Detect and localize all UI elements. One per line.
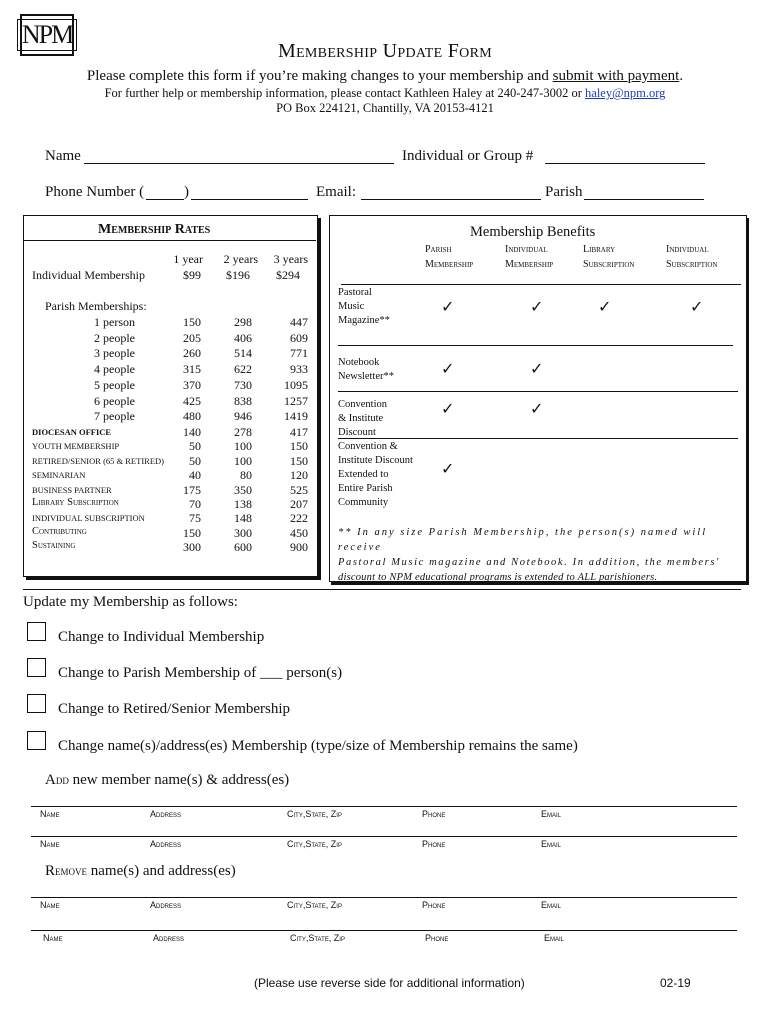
remove-heading-initial: R (45, 863, 56, 879)
rate-row-value: 140 (183, 425, 201, 439)
rate-row-value: 278 (234, 425, 252, 439)
entry-column-label: City,State, Zip (287, 900, 342, 910)
rate-row-label: SEMINARIAN (32, 470, 86, 481)
name-label: Name (45, 148, 81, 164)
column-header-line-1: Library (583, 244, 616, 255)
parish-rate-value: 1419 (284, 409, 308, 424)
remove-members-heading (45, 863, 236, 880)
benefit-column-header (666, 242, 717, 272)
entry-row-rule (31, 836, 737, 837)
rate-row-value: 75 (189, 511, 201, 526)
form-version-code: 02-19 (660, 976, 691, 990)
parish-rate-value: 514 (234, 346, 252, 361)
checkmark-icon: ✓ (441, 401, 455, 418)
option-checkbox[interactable] (27, 658, 46, 677)
option-label: Change to Retired/Senior Membership (58, 701, 291, 717)
parish-row-label: 6 people (94, 393, 135, 408)
column-header-line-2: Membership (425, 259, 474, 270)
footnote-line-3: discount to NPM educational programs is extended to ALL parishioners. (338, 572, 658, 583)
option-checkbox[interactable] (27, 731, 46, 750)
option-label: Change to Parish Membership of ___ person(s) (58, 665, 343, 681)
benefit-row-rule (338, 345, 733, 346)
benefit-label-line: Convention & (338, 441, 398, 452)
entry-row-rule (31, 897, 737, 898)
entry-column-label: Email (541, 900, 562, 910)
parish-row-label: 3 people (94, 346, 135, 361)
rate-row-label: INDIVIDUAL SUBSCRIPTION (32, 513, 145, 524)
entry-column-label: Name (40, 809, 60, 819)
entry-column-label: Phone (422, 839, 446, 849)
rate-row-value: 50 (189, 453, 201, 468)
parish-rate-value: 260 (183, 346, 201, 361)
rates-header-3: 3 years (273, 252, 308, 266)
help-line (0, 86, 770, 101)
column-header-line-2: Membership (505, 259, 554, 270)
remove-heading-rest: name(s) and address(es) (87, 863, 236, 879)
benefit-label-line: Entire Parish (338, 483, 393, 494)
benefit-column-header (583, 242, 634, 272)
instruction-line (0, 68, 770, 85)
parish-rate-value: 1257 (284, 393, 308, 408)
update-heading: Update my Membership as follows: (23, 594, 238, 610)
entry-column-label: Phone (422, 900, 446, 910)
rate-row-value: 150 (290, 439, 308, 454)
rate-row-value: 70 (189, 497, 201, 511)
parish-rate-value: 933 (290, 362, 308, 377)
benefit-label-line: Magazine** (338, 315, 390, 326)
instruction-prefix: Please complete this form if you’re making changes to your membership and (86, 68, 553, 84)
parish-label: Parish (545, 184, 583, 200)
help-email-link[interactable]: haley@npm.org (585, 86, 666, 100)
remove-heading-smallcaps: emove (55, 863, 88, 878)
rate-row-label: RETIRED/SENIOR (65 & RETIRED) (32, 455, 164, 466)
checkmark-icon: ✓ (690, 299, 704, 316)
entry-row-rule (31, 930, 737, 931)
entry-column-label: Email (541, 809, 562, 819)
parish-rate-value: 315 (183, 362, 201, 377)
column-header-line-1: Individual (505, 244, 548, 255)
email-field[interactable] (361, 199, 541, 200)
benefit-label-line: Institute Discount (338, 455, 413, 466)
benefit-label-line: Community (338, 497, 389, 508)
instruction-underlined: submit with payment (552, 68, 680, 84)
rate-row-value: 600 (234, 540, 252, 555)
parish-rate-value: 946 (234, 409, 252, 424)
parish-rate-value: 730 (234, 377, 252, 392)
entry-column-label: Email (541, 839, 562, 849)
phone-field[interactable] (191, 199, 308, 200)
parish-row-label: 4 people (94, 362, 135, 377)
rate-row-value: 150 (183, 525, 201, 540)
footnote-line-2: Pastoral Music magazine and Notebook. In addition, the members' (338, 557, 720, 568)
checkmark-icon: ✓ (441, 461, 455, 478)
entry-column-label: Phone (425, 933, 449, 943)
parish-row-label: 7 people (94, 409, 135, 424)
checkmark-icon: ✓ (598, 299, 612, 316)
benefits-header-rule (341, 284, 741, 285)
parish-rate-value: 480 (183, 409, 201, 424)
benefit-row-label (338, 440, 413, 510)
column-header-line-1: Parish (425, 244, 452, 255)
benefit-label-line: Notebook (338, 357, 380, 368)
group-number-field[interactable] (545, 163, 705, 164)
form-title: Membership Update Form (278, 40, 492, 62)
benefit-label-line: Pastoral (338, 287, 372, 298)
benefit-row-rule (338, 391, 738, 392)
rate-row-value: 50 (189, 439, 201, 454)
rate-row-label: Library Subscription (32, 497, 119, 508)
email-label: Email: (316, 184, 356, 200)
benefit-label-line: & Institute (338, 413, 384, 424)
parish-row-label: 5 people (94, 377, 135, 392)
entry-column-label: Phone (422, 809, 446, 819)
benefit-row-label (338, 356, 394, 384)
benefit-row-rule (338, 438, 738, 439)
rate-row-value: 150 (290, 453, 308, 468)
parish-rate-value: 150 (183, 315, 201, 329)
individual-membership-label: Individual Membership (32, 268, 145, 282)
rate-row-value: 120 (290, 468, 308, 483)
entry-column-label: City,State, Zip (290, 933, 345, 943)
entry-column-label: Name (40, 900, 60, 910)
rate-row-value: 148 (234, 511, 252, 526)
entry-column-label: Name (40, 839, 60, 849)
benefit-row-label (338, 286, 390, 328)
parish-rate-value: 370 (183, 377, 201, 392)
benefit-label-line: Music (338, 301, 365, 312)
rates-header-2: 2 years (223, 252, 258, 266)
checkmark-icon: ✓ (441, 299, 455, 316)
parish-rate-value: 205 (183, 330, 201, 345)
parish-rate-value: 298 (234, 315, 252, 329)
rate-row-label: DIOCESAN OFFICE (32, 427, 112, 437)
rate-row-label: YOUTH MEMBERSHIP (32, 441, 120, 452)
rate-row-label: Sustaining (32, 540, 76, 552)
parish-memberships-label: Parish Memberships: (45, 299, 147, 313)
checkmark-icon: ✓ (530, 401, 544, 418)
parish-rate-value: 622 (234, 362, 252, 377)
rate-row-value: 207 (290, 497, 308, 511)
rate-row-value: 40 (189, 468, 201, 483)
add-heading-rest: new member name(s) & address(es) (68, 772, 290, 788)
entry-column-label: Name (43, 933, 63, 943)
parish-rate-value: 838 (234, 393, 252, 408)
group-number-label: Individual or Group # (402, 148, 534, 164)
name-field[interactable] (84, 163, 394, 164)
benefit-label-line: Convention (338, 399, 387, 410)
entry-column-label: Address (150, 809, 182, 819)
benefit-column-header (425, 242, 473, 272)
entry-column-label: City,State, Zip (287, 839, 342, 849)
checkmark-icon: ✓ (441, 361, 455, 378)
rate-row-label: Contributing (32, 525, 87, 537)
section-divider (23, 589, 741, 590)
checkmark-icon: ✓ (530, 361, 544, 378)
benefit-label-line: Extended to (338, 469, 389, 480)
option-label: Change to Individual Membership (58, 629, 265, 645)
option-checkbox[interactable] (27, 694, 46, 713)
rate-row-value: 450 (290, 525, 308, 540)
add-heading-initial: A (45, 772, 56, 788)
parish-rate-value: 406 (234, 330, 252, 345)
rate-row-label: BUSINESS PARTNER (32, 484, 112, 495)
entry-column-label: Email (544, 933, 565, 943)
add-heading-smallcaps: dd (55, 772, 69, 787)
rate-row-value: 100 (234, 439, 252, 454)
help-text: For further help or membership information, please contact Kathleen Haley at 240-247-3002 or (104, 86, 586, 100)
rate-row-value: 350 (234, 482, 252, 497)
parish-rate-value: 1095 (284, 377, 308, 392)
rates-title: Membership Rates (98, 222, 211, 237)
rate-row-value: 300 (183, 540, 201, 555)
parish-rate-value: 771 (290, 346, 308, 361)
rate-row-value: 80 (240, 468, 252, 483)
column-header-line-2: Subscription (583, 259, 635, 270)
checkmark-icon: ✓ (530, 299, 544, 316)
parish-rate-value: 425 (183, 393, 201, 408)
individual-rate-1: $99 (183, 268, 201, 282)
phone-label: Phone Number ( (45, 184, 145, 200)
option-checkbox[interactable] (27, 622, 46, 641)
rate-row-value: 300 (234, 525, 252, 540)
entry-column-label: Address (150, 900, 182, 910)
parish-field[interactable] (584, 199, 704, 200)
benefits-footnote (338, 525, 738, 585)
parish-row-label: 2 people (94, 330, 135, 345)
benefit-column-header (505, 242, 553, 272)
column-header-line-1: Individual (666, 244, 709, 255)
benefits-title: Membership Benefits (470, 224, 596, 240)
phone-area-code-field[interactable] (146, 199, 184, 200)
entry-row-rule (31, 806, 737, 807)
mailing-address: PO Box 224121, Chantilly, VA 20153-4121 (276, 101, 494, 115)
rate-row-value: 417 (290, 425, 308, 439)
rates-header-1: 1 year (173, 252, 203, 266)
instruction-suffix: . (679, 68, 684, 84)
footer-note: (Please use reverse side for additional information) (254, 976, 525, 990)
rate-row-value: 900 (290, 540, 308, 555)
benefit-row-label (338, 398, 387, 440)
individual-rate-3: $294 (276, 268, 300, 282)
logo-text: NPM (17, 19, 77, 51)
parish-rate-value: 447 (290, 315, 308, 329)
parish-row-label: 1 person (94, 315, 135, 329)
rates-title-divider (23, 240, 316, 241)
entry-column-label: Address (153, 933, 185, 943)
rate-row-value: 100 (234, 453, 252, 468)
rate-row-value: 222 (290, 511, 308, 526)
rate-row-value: 138 (234, 497, 252, 511)
benefit-label-line: Discount (338, 427, 376, 438)
column-header-line-2: Subscription (666, 259, 718, 270)
phone-paren-close: ) (184, 184, 189, 200)
footnote-line-1: ** In any size Parish Membership, the person(s) named will receive (338, 527, 708, 553)
entry-column-label: City,State, Zip (287, 809, 342, 819)
individual-rate-2: $196 (226, 268, 250, 282)
benefit-label-line: Newsletter** (338, 371, 394, 382)
rate-row-value: 525 (290, 482, 308, 497)
add-members-heading (45, 772, 289, 789)
parish-rate-value: 609 (290, 330, 308, 345)
rate-row-value: 175 (183, 482, 201, 497)
entry-column-label: Address (150, 839, 182, 849)
option-label: Change name(s)/address(es) Membership (type/size of Membership remains the same) (58, 738, 578, 754)
